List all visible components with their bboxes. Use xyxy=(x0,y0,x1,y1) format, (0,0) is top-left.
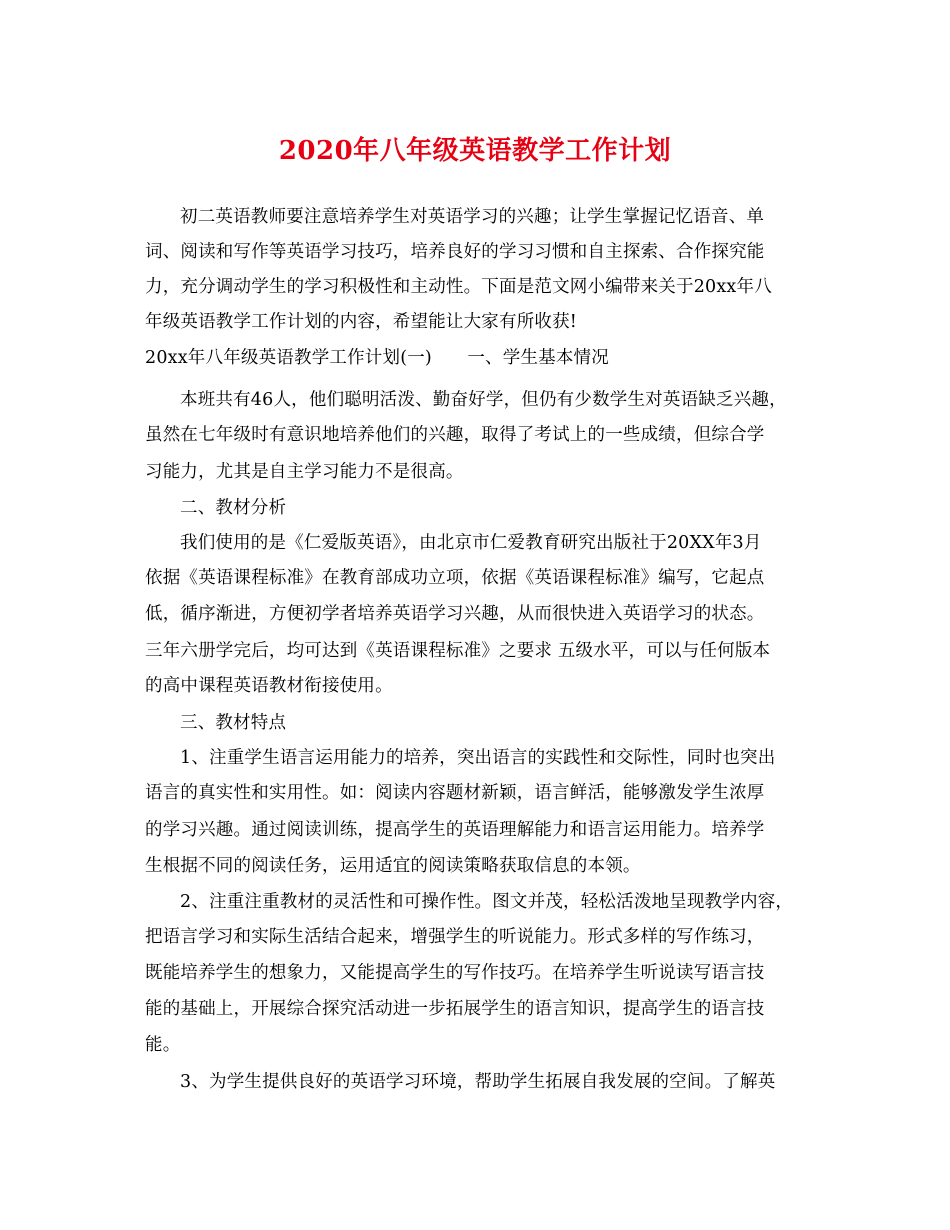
paragraph-line: 依据《英语课程标准》在教育部成功立项，依据《英语课程标准》编写，它起点 xyxy=(145,568,765,588)
paragraph-line: 2、注重注重教材的灵活性和可操作性。图文并茂，轻松活泼地呈现教学内容， xyxy=(180,892,794,912)
paragraph-line: 本班共有46人，他们聪明活泼、勤奋好学，但仍有少数学生对英语缺乏兴趣， xyxy=(180,390,787,410)
paragraph-line: 的高中课程英语教材衔接使用。 xyxy=(145,676,393,696)
paragraph-line: 的学习兴趣。通过阅读训练，提高学生的英语理解能力和语言运用能力。培养学 xyxy=(145,820,765,840)
paragraph-line: 生根据不同的阅读任务，运用适宜的阅读策略获取信息的本领。 xyxy=(145,856,641,876)
paragraph-line: 把语言学习和实际生活结合起来，增强学生的听说能力。形式多样的写作练习， xyxy=(145,927,765,947)
paragraph-line: 3、为学生提供良好的英语学习环境，帮助学生拓展自我发展的空间。了解英 xyxy=(180,1072,776,1092)
section-heading: 三、教材特点 xyxy=(180,713,287,733)
paragraph-line: 三年六册学完后，均可达到《英语课程标准》之要求 五级水平，可以与任何版本 xyxy=(145,641,771,661)
paragraph-line: 习能力，尤其是自主学习能力不是很高。 xyxy=(145,462,464,482)
paragraph-line: 语言的真实性和实用性。如：阅读内容题材新颖，语言鲜活，能够激发学生浓厚 xyxy=(145,783,765,803)
paragraph-line: 低，循序渐进，方便初学者培养英语学习兴趣，从而很快进入英语学习的状态。 xyxy=(145,604,765,624)
paragraph-line: 1、注重学生语言运用能力的培养，突出语言的实践性和交际性，同时也突出 xyxy=(180,748,776,768)
section-heading: 20xx年八年级英语教学工作计划(一) 一、学生基本情况 xyxy=(145,348,609,368)
paragraph-line: 年级英语教学工作计划的内容，希望能让大家有所收获! xyxy=(145,312,578,332)
paragraph-line: 我们使用的是《仁爱版英语》，由北京市仁爱教育研究出版社于20XX年3月 xyxy=(180,533,762,553)
paragraph-line: 力，充分调动学生的学习积极性和主动性。下面是范文网小编带来关于20xx年八 xyxy=(145,277,772,297)
paragraph-line: 能。 xyxy=(145,1035,181,1055)
paragraph-line: 初二英语教师要注意培养学生对英语学习的兴趣；让学生掌握记忆语音、单 xyxy=(180,207,765,227)
paragraph-line: 能的基础上，开展综合探究活动进一步拓展学生的语言知识，提高学生的语言技 xyxy=(145,999,765,1019)
paragraph-line: 词、阅读和写作等英语学习技巧，培养良好的学习习惯和自主探索、合作探究能 xyxy=(145,242,765,262)
paragraph-line: 虽然在七年级时有意识地培养他们的兴趣，取得了考试上的一些成绩，但综合学 xyxy=(145,425,765,445)
paragraph-line: 既能培养学生的想象力，又能提高学生的写作技巧。在培养学生听说读写语言技 xyxy=(145,963,765,983)
document-title: 2020年八年级英语教学工作计划 xyxy=(278,136,672,166)
section-heading: 二、教材分析 xyxy=(180,498,287,518)
